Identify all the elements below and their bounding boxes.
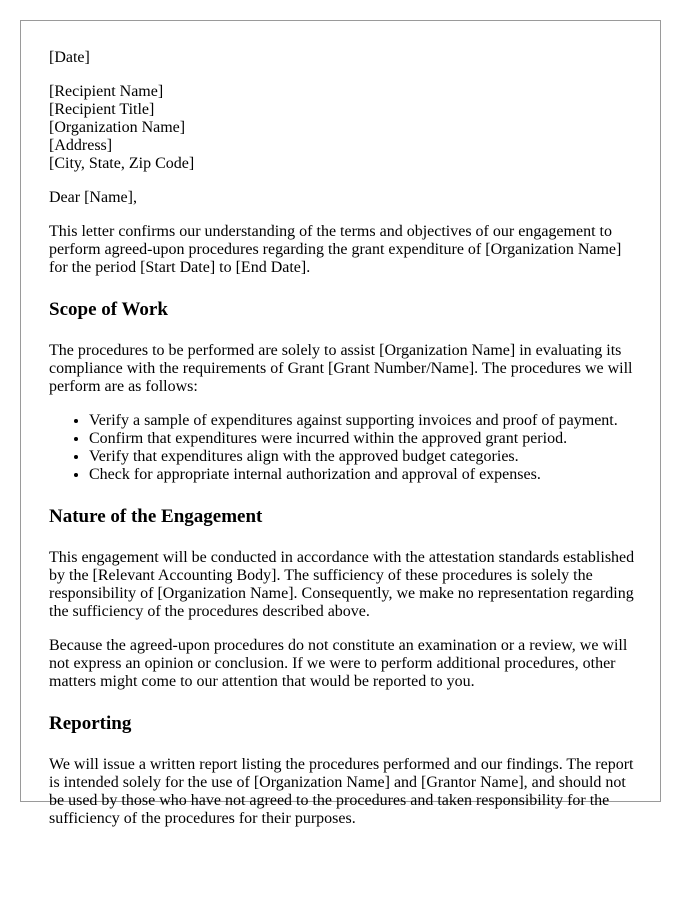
procedure-item: • Confirm that expenditures were incurred within the approved grant period. (89, 430, 639, 448)
scope-heading: Scope of Work (49, 299, 168, 320)
reporting-heading: Reporting (49, 713, 132, 734)
letter-content (49, 49, 639, 844)
procedure-item: • Verify that expenditures align with the approved budget categories. (89, 448, 639, 466)
nature-heading: Nature of the Engagement (49, 506, 263, 527)
street-address: [Address] (49, 137, 113, 154)
letter-frame (20, 20, 661, 827)
scope-paragraph: The procedures to be performed are solely to assist [Organization Name] in evaluating its compliance with the requirements of Grant [Grant Number/Name]. The procedures we will perform are as follows: (49, 342, 633, 395)
organization-name: [Organization Name] (49, 119, 186, 136)
letter-date: [Date] (49, 49, 90, 66)
procedure-item: • Verify a sample of expenditures against supporting invoices and proof of payment. (89, 412, 639, 430)
recipient-address (49, 83, 639, 173)
city-state-zip: [City, State, Zip Code] (49, 155, 195, 172)
nature-paragraph-1: This engagement will be conducted in accordance with the attestation standards established by the [Relevant Accounting Body]. The sufficiency of these procedures is solely the responsibility of [Organization Name]. Consequently, we make no representation regarding the sufficiency of the procedures described above. (49, 549, 635, 620)
reporting-paragraph: We will issue a written report listing the procedures performed and our findings. The report is intended solely for the use of [Organization Name] and [Grantor Name], and should not be used by those who have not agreed to the procedures and taken responsibility for the sufficiency of the procedures for their purposes. (49, 756, 634, 827)
nature-paragraph-2: Because the agreed-upon procedures do not constitute an examination or a review, we will not express an opinion or conclusion. If we were to perform additional procedures, other matters might come to our attention that would be reported to you. (49, 637, 628, 690)
salutation: Dear [Name], (49, 189, 137, 206)
intro-paragraph: This letter confirms our understanding of the terms and objectives of our engagement to perform agreed-upon procedures regarding the grant expenditure of [Organization Name] for the period [Start Date] to [End Date]. (49, 223, 622, 276)
procedures-list (49, 412, 639, 484)
procedure-item: • Check for appropriate internal authorization and approval of expenses. (89, 466, 639, 484)
recipient-name: [Recipient Name] (49, 83, 164, 100)
recipient-title: [Recipient Title] (49, 101, 155, 118)
